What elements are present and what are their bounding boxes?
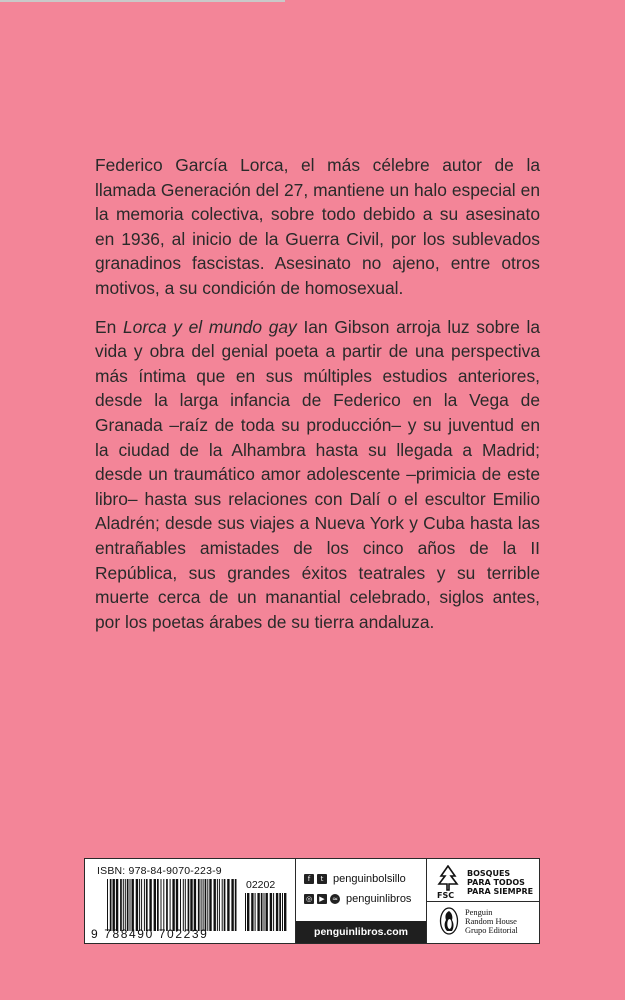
barcode-bar — [255, 893, 256, 931]
fsc-motto — [467, 869, 533, 896]
blurb-p2-prefix: En — [95, 316, 123, 337]
barcode-bar — [194, 879, 196, 931]
barcode-bar — [188, 879, 190, 931]
barcode-bar — [166, 879, 168, 931]
barcode-area — [85, 859, 296, 943]
barcode-bar — [273, 893, 274, 931]
barcode-bar — [276, 893, 278, 931]
barcode-bar — [190, 879, 192, 931]
barcode-bar — [125, 879, 126, 931]
barcode-bar — [203, 879, 204, 931]
isbn-label: ISBN: 978-84-9070-223-9 — [97, 865, 222, 877]
barcode-bar — [146, 879, 148, 931]
barcode-bar — [144, 879, 145, 931]
barcode-strip — [84, 858, 540, 944]
barcode-bar — [120, 879, 122, 931]
barcode-bar — [207, 879, 208, 931]
social-area — [296, 859, 427, 943]
barcode-bar — [198, 879, 200, 931]
barcode-bar — [139, 879, 140, 931]
barcode-bar — [251, 893, 253, 931]
website-bar: penguinlibros.com — [296, 921, 426, 943]
barcode-bar — [266, 893, 268, 931]
social-row-bolsillo — [304, 873, 406, 885]
barcode-bar — [224, 879, 226, 931]
youtube-icon: ▶ — [317, 894, 327, 904]
penguin-logo-icon — [439, 907, 459, 935]
fsc-motto-line-1: BOSQUES — [467, 869, 511, 878]
barcode-addon-bars — [245, 893, 289, 931]
logo-area — [427, 859, 539, 943]
barcode-bar — [201, 879, 202, 931]
barcode-bar — [110, 879, 112, 931]
barcode-bar — [163, 879, 164, 931]
barcode-bar — [222, 879, 223, 931]
blurb-paragraph-1: Federico García Lorca, el más célebre autor de la llamada Generación del 27, mantiene un halo especial en la memoria colectiva, sobre todo debido a su asesinato en 1936, al inicio de la Guerra Civil, por los sublevados granadinos fascistas. Asesinato no ajeno, entre otros motivos, a su condición de homosexual. — [95, 155, 540, 298]
blurb-paragraph-2 — [95, 315, 540, 635]
barcode-bar — [217, 879, 218, 931]
barcode-bar — [284, 893, 286, 931]
barcode-bar — [113, 879, 115, 931]
fsc-label: FSC — [437, 891, 455, 900]
barcode-bar — [247, 893, 249, 931]
barcode-bar — [270, 893, 272, 931]
barcode-bar — [141, 879, 142, 931]
fsc-tree-icon — [437, 865, 459, 891]
social-handle-libros: penguinlibros — [346, 893, 412, 905]
barcode-bar — [264, 893, 265, 931]
barcode-bar — [107, 879, 108, 931]
logo-divider — [427, 901, 539, 902]
barcode-bar — [136, 879, 138, 931]
social-row-libros — [304, 893, 411, 905]
barcode-bar — [116, 879, 118, 931]
blurb-p2-text: Ian Gibson arroja luz sobre la vida y obra del genial poeta a partir de una perspectiva más íntima que en sus múltiples estudios anteriores, desde la larga infancia de Federico en la Vega de Granada –raíz de toda su producción– y su juventud en la ciudad de la Alhambra hasta su llegada a Madrid; desde un traumático amor adolescente –primicia de este libro– hasta sus relaciones con Dalí o el escultor Emilio Aladrén; desde sus viajes a Nueva York y Cuba hasta las entrañables amistades de los cinco años de la II República, sus grandes éxitos teatrales y su terrible muerte cerca de un manantial celebrado, siglos antes, por los poetas árabes de su tierra andaluza. — [95, 316, 541, 632]
barcode-bar — [132, 879, 134, 931]
barcode-bar — [261, 893, 263, 931]
social-handle-bolsillo: penguinbolsillo — [333, 873, 406, 885]
barcode-bar — [214, 879, 216, 931]
instagram-icon: ◎ — [305, 895, 313, 903]
publisher-line-1: Penguin — [465, 908, 493, 917]
spotify-icon: ≈ — [330, 894, 340, 904]
barcode-bar — [205, 879, 207, 931]
book-title: Lorca y el mundo gay — [122, 316, 297, 337]
twitter-icon: t — [317, 874, 327, 884]
barcode-bar — [172, 879, 174, 931]
barcode-bar — [176, 879, 178, 931]
barcode-bar — [209, 879, 211, 931]
barcode-bar — [183, 879, 184, 931]
barcode-bar — [219, 879, 220, 931]
barcode-bar — [245, 893, 246, 931]
publisher-line-3: Grupo Editorial — [465, 926, 518, 936]
fsc-motto-line-3: PARA SIEMPRE — [467, 887, 534, 896]
barcode-bar — [282, 893, 283, 931]
barcode-bar — [257, 893, 259, 931]
barcode-bar — [227, 879, 229, 931]
barcode-bar — [231, 879, 233, 931]
barcode-bar — [127, 879, 129, 931]
barcode-digits: 9 788490 702239 — [91, 927, 209, 941]
barcode-bar — [161, 879, 162, 931]
barcode-bar — [185, 879, 186, 931]
barcode-bar — [170, 879, 171, 931]
barcode-bar — [157, 879, 159, 931]
barcode-bar — [149, 879, 151, 931]
fsc-motto-line-2: PARA TODOS — [467, 878, 525, 887]
barcode-bar — [180, 879, 181, 931]
barcode-bar — [123, 879, 124, 931]
barcode-bar — [154, 879, 156, 931]
facebook-icon: f — [304, 874, 314, 884]
back-cover-blurb — [95, 153, 540, 648]
barcode-bar — [235, 879, 237, 931]
publisher-name — [465, 908, 518, 936]
publisher-line-2: Random House — [465, 917, 517, 927]
barcode-bar — [130, 879, 131, 931]
top-edge-line — [0, 0, 285, 2]
barcode-bars — [107, 879, 239, 931]
barcode-bar — [279, 893, 281, 931]
barcode-addon-number: 02202 — [246, 879, 276, 891]
